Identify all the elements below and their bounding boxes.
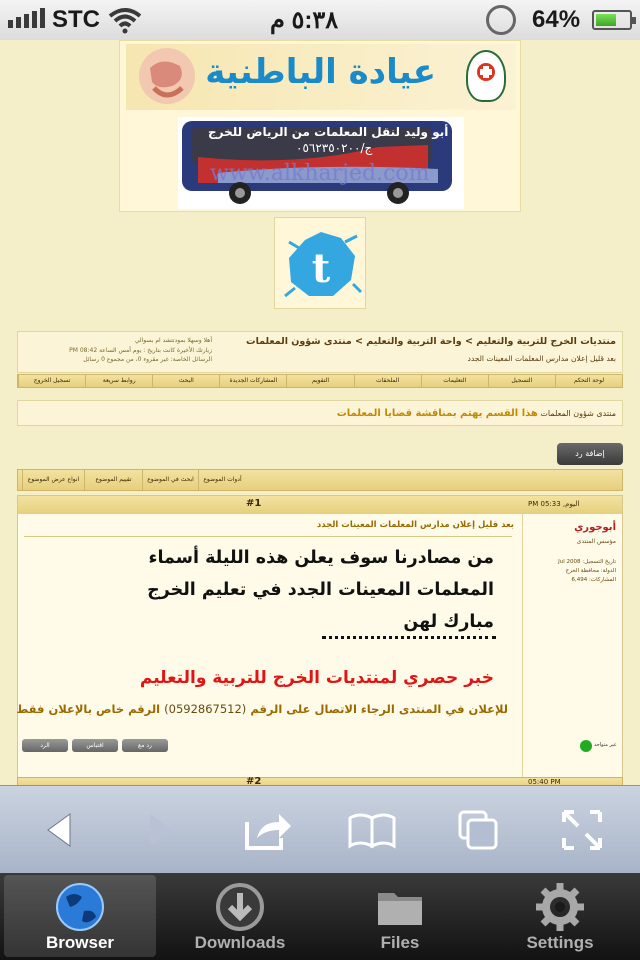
post-number[interactable]: #1: [246, 498, 262, 509]
tabs-icon: [456, 808, 500, 852]
bus-ad-phone: ج/٠٥٦٢٣٥٠٢٠٠: [296, 141, 373, 155]
rotation-lock-icon: [486, 5, 516, 35]
user-title: مؤسس المنتدى: [576, 538, 616, 545]
twitter-link[interactable]: [274, 217, 366, 309]
carrier-name: STC: [52, 6, 100, 33]
forum-description: هذا القسم يهتم بمناقشة قضايا المعلمات: [336, 408, 538, 419]
nav-new-posts[interactable]: المشاركات الجديدة: [219, 375, 286, 387]
clock: ٥:٣٨ م: [270, 7, 339, 34]
download-icon: [214, 881, 266, 933]
post-1: [17, 495, 623, 780]
svg-text:t: t: [311, 245, 331, 292]
thread-tools-menu[interactable]: أدوات الموضوع: [198, 470, 246, 490]
organs-illustration-icon: [132, 46, 202, 108]
search-thread-menu[interactable]: ابحث في الموضوع: [142, 470, 198, 490]
forward-button[interactable]: [134, 804, 186, 856]
globe-icon: [54, 881, 106, 933]
nav-register[interactable]: التسجيل: [488, 375, 555, 387]
forum-info-box: [17, 400, 623, 426]
post-date: اليوم, 05:33 PM: [528, 500, 580, 508]
forum-navbar: [17, 374, 623, 388]
breadcrumb[interactable]: منتديات الخرج للتربية والتعليم > واحة التربية والتعليم > منتدى شؤون المعلمات: [246, 336, 616, 347]
tab-files[interactable]: [324, 875, 476, 957]
multi-quote-button[interactable]: رد مع: [122, 739, 168, 752]
post-title: بعد قليل إعلان مدارس المعلمات المعينات الجدد: [316, 520, 514, 530]
reply-button[interactable]: الرد: [22, 739, 68, 752]
nav-calendar[interactable]: التقويم: [286, 375, 353, 387]
back-button[interactable]: [34, 804, 86, 856]
app-tab-bar: [0, 873, 640, 960]
web-page[interactable]: [0, 40, 640, 785]
add-reply-label: إضافة رد: [575, 449, 605, 458]
fullscreen-icon: [560, 808, 604, 852]
battery-icon: [592, 10, 632, 30]
share-button[interactable]: [242, 804, 294, 856]
post-2-header: [17, 777, 623, 785]
advertising-line: [16, 702, 508, 716]
post-2-number[interactable]: #2: [246, 776, 262, 785]
tab-files-label: Files: [380, 933, 420, 952]
twitter-icon: [275, 218, 367, 310]
tab-downloads[interactable]: [164, 875, 316, 957]
browser-toolbar: [0, 785, 640, 873]
exclusive-news-line: خبر حصري لمنتديات الخرج للتربية والتعليم: [139, 668, 494, 688]
tab-settings-label: Settings: [526, 933, 594, 952]
thread-title-crumb: بعد قليل إعلان مدارس المعلمات المعينات الجدد: [467, 354, 616, 363]
folder-icon: [374, 881, 426, 933]
online-status-icon: [580, 740, 592, 752]
share-icon: [243, 808, 293, 852]
nav-attachments[interactable]: الملحقات: [354, 375, 421, 387]
post-line-3: مبارك لهن: [403, 612, 494, 632]
user-stats: تاريخ التسجيل: Jul 2008 الدولة: محافظة الخرج المشاركات: 6,494: [558, 559, 616, 583]
forum-info: [337, 408, 616, 419]
forward-icon: [140, 810, 180, 850]
tab-settings[interactable]: [484, 875, 636, 957]
fullscreen-button[interactable]: [556, 804, 608, 856]
back-icon: [40, 810, 80, 850]
forum-name: منتدى شؤون المعلمات: [540, 409, 616, 418]
clinic-title: عيادة الباطنية: [205, 52, 436, 92]
tabs-button[interactable]: [452, 804, 504, 856]
rate-thread-menu[interactable]: تقييم الموضوع: [84, 470, 142, 490]
post-line-2: المعلمات المعينات الجدد في تعليم الخرج: [147, 580, 494, 600]
clinic-ad[interactable]: [126, 44, 516, 110]
bookmarks-button[interactable]: [346, 804, 398, 856]
breadcrumb-box: [17, 331, 623, 373]
battery-percent: 64%: [532, 6, 581, 33]
wifi-icon: [108, 6, 142, 34]
ad-suffix: الرقم خاص بالإعلان فقط: [16, 702, 161, 716]
bus-ad-line1: أبو وليد لنقل المعلمات من الرياض للخرج: [208, 125, 449, 139]
nav-search[interactable]: البحث: [152, 375, 219, 387]
user-info-column: [522, 514, 622, 779]
post-header: [18, 496, 622, 514]
welcome-panel: [22, 336, 212, 365]
quote-button[interactable]: اقتباس: [72, 739, 118, 752]
nav-help[interactable]: التعليمات: [421, 375, 488, 387]
bus-ad-watermark: www.alkharjed.com: [210, 161, 430, 186]
nav-control-panel[interactable]: لوحة التحكم: [555, 375, 622, 387]
dotted-divider: [322, 636, 496, 639]
ad-phone-number: (0592867512): [164, 702, 247, 716]
status-bar: [0, 0, 640, 40]
tab-browser[interactable]: [4, 875, 156, 957]
nav-logout[interactable]: تسجيل الخروج: [18, 375, 85, 387]
header-banner: [119, 40, 521, 212]
thread-tools-bar: [17, 469, 623, 491]
ad-prefix: للإعلان في المنتدى الرجاء الاتصال على الرقم: [250, 702, 508, 716]
bookmarks-icon: [346, 810, 398, 850]
post-line-1: من مصادرنا سوف يعلن هذه الليلة أسماء: [148, 548, 494, 568]
nav-quick-links[interactable]: روابط سريعة: [85, 375, 152, 387]
display-modes-menu[interactable]: انواع عرض الموضوع: [22, 470, 84, 490]
gear-icon: [534, 881, 586, 933]
bus-ad[interactable]: [178, 117, 464, 209]
username[interactable]: أبوجوري: [574, 522, 616, 533]
tab-browser-label: Browser: [45, 933, 115, 952]
post-divider: [24, 536, 512, 537]
clinic-logo-icon: [466, 50, 506, 102]
post-2-date: 05:40 PM: [528, 778, 561, 785]
tab-downloads-label: Downloads: [194, 933, 286, 952]
welcome-text: أهلا وسهلا بمودتتشد ام بسوالي زيارتك الأخيرة كانت بتاريخ : يوم أمس الساعة 08:42 PM الرسائل الخاصة: غير مقروء 0، من مجموع 0 رسائل: [69, 337, 212, 364]
online-status-label: غير متواجد: [594, 742, 617, 748]
add-reply-button[interactable]: [557, 443, 623, 465]
